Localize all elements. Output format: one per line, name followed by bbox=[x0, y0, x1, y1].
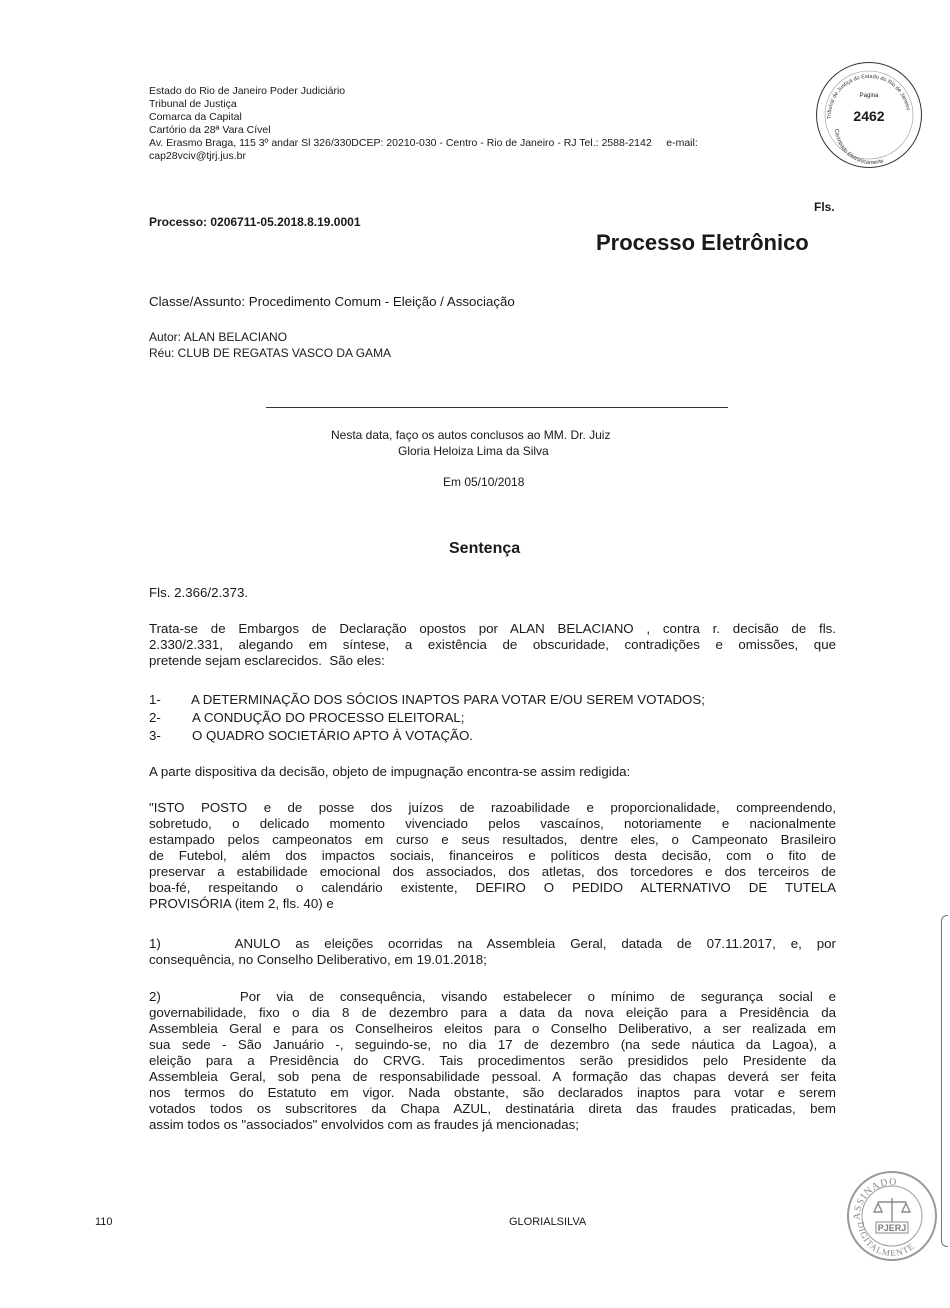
header-line-4: Cartório da 28ª Vara Cível bbox=[149, 124, 271, 136]
quote-line-7: PROVISÓRIA (item 2, fls. 40) e bbox=[149, 896, 334, 911]
fls-reference: Fls. 2.366/2.373. bbox=[149, 585, 249, 600]
item2-line-1: 2) Por via de consequência, visando estabelecer o mínimo de segurança social e bbox=[149, 989, 836, 1004]
para1-line-3: pretende sejam esclarecidos. São eles: bbox=[149, 653, 385, 668]
item2-line-3: Assembleia Geral e para os Conselheiros eleitos para o Conselho Deliberativo, a ser realizada em bbox=[149, 1021, 836, 1036]
item2-line-8: votados todos os subscritores da Chapa AZUL, destinatária direta das fraudes praticadas, bem bbox=[149, 1101, 836, 1116]
quote-line-2: sobretudo, o delicado momento vivenciado pelos vascaínos, notoriamente e nacionalmente bbox=[149, 816, 836, 831]
conclusos-line-2: Gloria Heloiza Lima da Silva bbox=[398, 444, 549, 458]
item2-line-6: Assembleia Geral, sob pena de responsabilidade pessoal. A formação das chapas deverá ser feita bbox=[149, 1069, 836, 1084]
footer-signer: GLORIALSILVA bbox=[509, 1216, 587, 1228]
item1-line-2: consequência, no Conselho Deliberativo, em 19.01.2018; bbox=[149, 952, 487, 967]
header-line-1: Estado do Rio de Janeiro Poder Judiciário bbox=[149, 85, 346, 97]
header-line-3: Comarca da Capital bbox=[149, 111, 242, 123]
list-item-1-text: A DETERMINAÇÃO DOS SÓCIOS INAPTOS PARA VOTAR E/OU SEREM VOTADOS; bbox=[188, 692, 705, 707]
conclusos-date: Em 05/10/2018 bbox=[443, 475, 525, 489]
header-address-2: cap28vciv@tjrj.jus.br bbox=[149, 150, 247, 162]
list-item-1-number: 1- bbox=[149, 692, 161, 707]
paragraph-dispositiva: A parte dispositiva da decisão, objeto de impugnação encontra-se assim redigida: bbox=[149, 764, 631, 779]
classe-assunto: Classe/Assunto: Procedimento Comum - Eleição / Associação bbox=[149, 294, 515, 309]
footer-page-number: 110 bbox=[95, 1216, 113, 1228]
list-item-2-text: A CONDUÇÃO DO PROCESSO ELEITORAL; bbox=[192, 710, 465, 725]
list-item-3-text: O QUADRO SOCIETÁRIO APTO À VOTAÇÃO. bbox=[192, 728, 474, 743]
item2-line-5: eleição para a Presidência do CRVG. Tais procedimentos serão presididos pelo Presidente da bbox=[149, 1053, 836, 1068]
item-2-block bbox=[149, 989, 836, 1133]
quote-line-3: estampado pelos campeonatos em curso e seus resultados, dentre eles, o Campeonato Brasileiro bbox=[149, 832, 836, 847]
seal-arc-bottom: DIGITALMENTE bbox=[855, 1221, 917, 1259]
quote-line-6: boa-fé, respeitando o calendário existente, DEFIRO O PEDIDO ALTERNATIVO DE TUTELA bbox=[149, 880, 836, 895]
conclusos-line-1: Nesta data, faço os autos conclusos ao MM. Dr. Juiz bbox=[331, 428, 611, 442]
item1-line-1: 1) ANULO as eleições ocorridas na Assembleia Geral, datada de 07.11.2017, e, por bbox=[149, 936, 836, 951]
header-address-1: Av. Erasmo Braga, 115 3º andar Sl 326/330DCEP: 20210-030 - Centro - Rio de Janeiro - RJ Tel.: 2588-2142 e-mail: bbox=[149, 137, 698, 149]
autor: Autor: ALAN BELACIANO bbox=[149, 330, 288, 344]
stamp-arc-bottom: Carimbado Eletronicamente bbox=[832, 128, 885, 167]
para1-line-2: 2.330/2.331, alegando em síntese, a existência de obscuridade, contradições e omissões, que bbox=[149, 637, 836, 652]
quote-line-4: de Futebol, além dos impactos sociais, financeiros e políticos desta decisão, com o fito de bbox=[149, 848, 836, 863]
quote-line-1: "ISTO POSTO e de posse dos juízos de razoabilidade e proporcionalidade, compreendendo, bbox=[149, 800, 836, 815]
seal-center-text: PJERJ bbox=[877, 1223, 907, 1233]
stamp-page-number: 2462 bbox=[853, 108, 885, 124]
page-edge-marker bbox=[941, 915, 948, 1247]
fls-label: Fls. bbox=[814, 200, 835, 214]
paragraph-embargos bbox=[149, 621, 836, 669]
list-item-3-number: 3- bbox=[149, 728, 161, 743]
processo-number: Processo: 0206711-05.2018.8.19.0001 bbox=[149, 215, 361, 229]
para1-line-1: Trata-se de Embargos de Declaração opostos por ALAN BELACIANO , contra r. decisão de fls. bbox=[149, 621, 836, 636]
item2-line-4: sua sede - São Januário -, seguindo-se, no dia 17 de dezembro (na sede náutica da Lagoa), a bbox=[149, 1037, 836, 1052]
item2-line-7: nos termos do Estatuto em vigor. Nada obstante, são declarados inaptos para votar e serem bbox=[149, 1085, 836, 1100]
page-stamp bbox=[816, 62, 922, 168]
quote-block bbox=[149, 800, 836, 912]
processo-eletronico-title: Processo Eletrônico bbox=[596, 230, 809, 255]
stamp-page-label: Pagina bbox=[859, 93, 879, 99]
item2-line-9: assim todos os "associados" envolvidos com as fraudes já mencionadas; bbox=[149, 1117, 579, 1132]
stamp-arc-top: Tribunal de Justiça do Estado do Rio de Janeiro bbox=[826, 73, 911, 120]
header-line-2: Tribunal de Justiça bbox=[149, 98, 237, 110]
digital-signature-seal bbox=[846, 1170, 938, 1262]
divider bbox=[266, 407, 728, 408]
reu: Réu: CLUB DE REGATAS VASCO DA GAMA bbox=[149, 346, 392, 360]
quote-line-5: preservar a estabilidade emocional dos associados, dos atletas, dos torcedores e dos terceiros de bbox=[149, 864, 836, 879]
seal-arc-top: ASSINADO bbox=[851, 1176, 898, 1221]
item2-line-2: governabilidade, fixo o dia 8 de dezembro para a data da nova eleição para a Presidência da bbox=[149, 1005, 836, 1020]
item-1-block bbox=[149, 936, 836, 968]
seal-graphic bbox=[846, 1170, 938, 1262]
document-title: Sentença bbox=[449, 540, 521, 557]
list-item-2-number: 2- bbox=[149, 710, 161, 725]
